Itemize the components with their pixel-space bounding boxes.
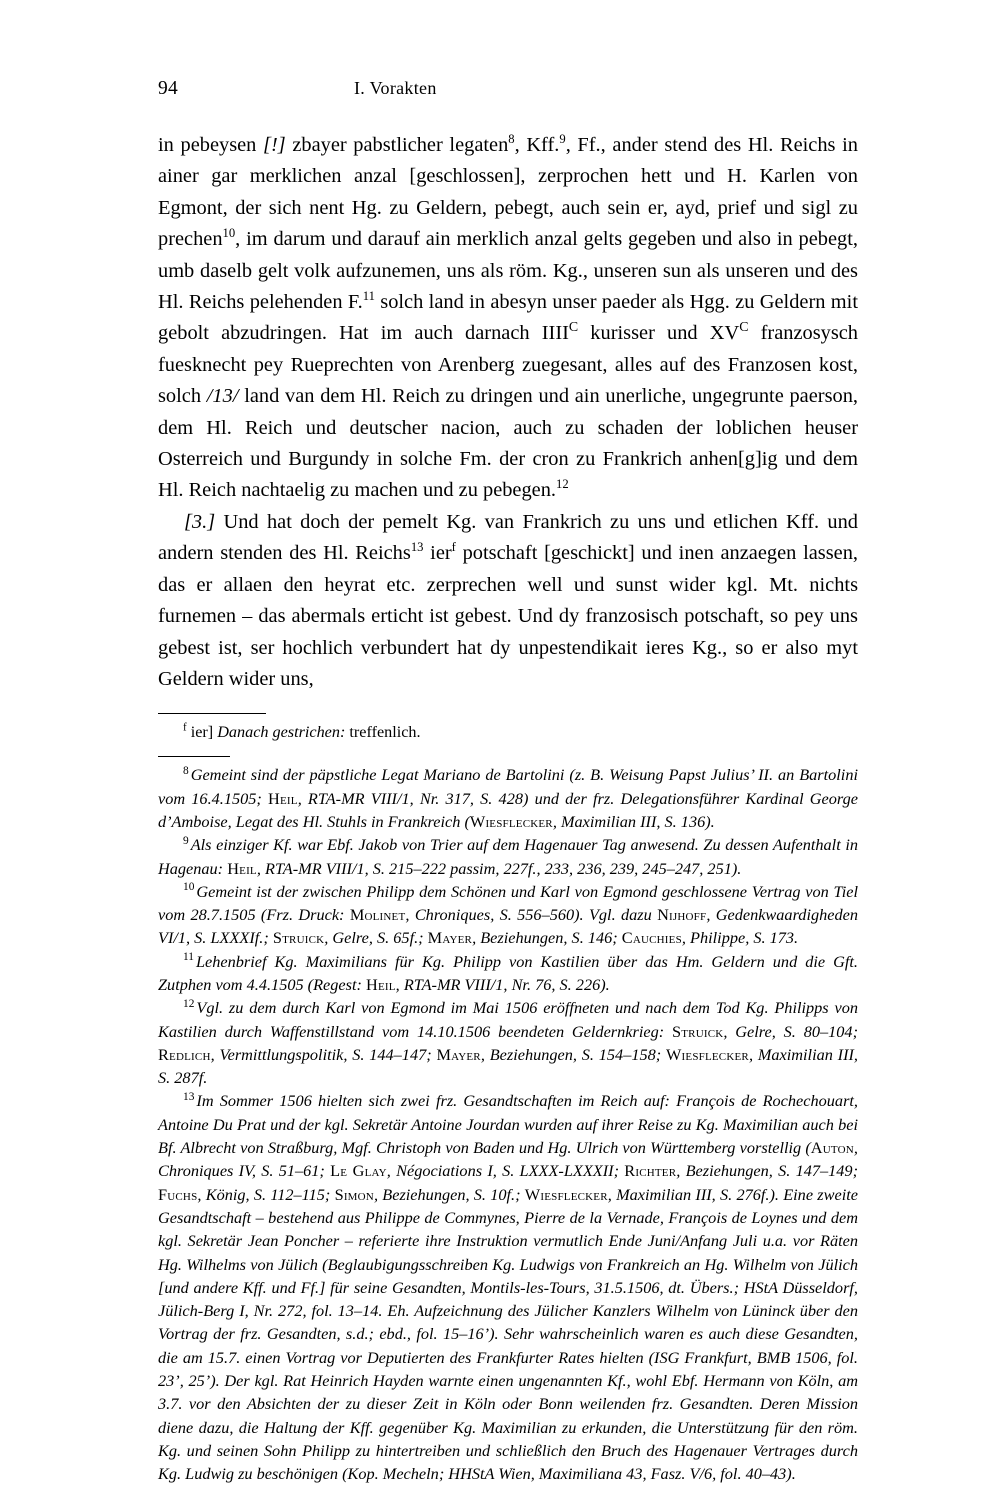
text-run: potschaft [geschickt] und inen anzaegen lassen, das er allaen den heyrat etc. zerprechen well und sunst wider kgl. Mt. nichts furnemen – das abermals erticht ist gebest. Und dy franzosisch potschaft, so pey uns gebest ist, ser hochlich verbundert hat dy unpestendikait ieres Kg., so er also myt Geldern wider uns, [158,542,858,690]
italic-text: , Maximilian III, S. 136). [552,811,715,831]
superscript-numeral-marker: C [568,320,579,336]
author-name: Heil [366,974,396,994]
author-name: Wiesflecker [524,1184,608,1204]
italic-text: Lehenbrief Kg. Maximilians für Kg. Philipp von Kastilien über das Hm. Geldern und die Gft. Zutphen vom 4.4.1505 (Regest: [158,951,858,994]
author-name: Heil [268,788,298,808]
italic-text: , Négociations I, S. LXXX-LXXXII; [386,1161,625,1181]
italic-text: , Gelre, S. 65f.; [324,928,428,948]
footnote-number: 13 [183,1091,195,1104]
footnote-number: 8 [183,764,189,777]
variant-sigil: f [183,721,187,734]
author-name: Wiesflecker [469,811,553,831]
author-name: Simon [334,1184,374,1204]
author-name: Fuchs [158,1184,198,1204]
italic-text: Im Sommer 1506 hielten sich zwei frz. Gesandtschaften im Reich auf: François de Rochechouart, Antoine Du Prat und der kgl. Sekretär Antoine Jourdan wurden auf ihrer Reise zu Kg. Maximilian auch bei Bf. Albrecht von Straßburg, Mgf. Christoph von Baden und Hg. Ulrich von Württemberg vorstellig ( [158,1091,858,1158]
italic-text: , Maximilian III, S. 287f. [158,1044,859,1088]
footnote-entry [158,1089,858,1485]
italic-text: , Beziehungen, S. 147–149; [676,1161,858,1181]
italic-text: , Chroniques, S. 556–560). Vgl. dazu [405,905,658,925]
text-run: solch land in abesyn unser paeder als Hgg. zu Geldern mit gebolt abzudringen. Hat im auch darnach IIII [158,291,858,345]
critical-apparatus [158,713,858,1485]
running-head [158,78,858,112]
italic-text: , Maximilian III, S. 276f.). Eine zweite Gesandtschaft – bestehend aus Philippe de Commynes, Pierre de la Vernade, François de Loynes und dem kgl. Sekretär Jean Poncher – referierte ihre Instruktion vermutlich Ende Juni/Anfang Juli u.a. vor Räten Hg. Wilhelms von Jülich (Beglaubigungsschreiben Kg. Ludwigs von Frankreich an Hg. Wilhelm von Jülich [und andere Kff. und Ff.] für seine Gesandten, Montils-les-Tours, 31.5.1506, dt. Übers.; HStA Düsseldorf, Jülich-Berg I, Nr. 272, fol. 13–14. Eh. Aufzeichnung des Jülicher Kanzlers Wilhelm von Lüninck über den Vortrag der frz. Gesandten, s.d.; ebd., fol. 15–16’). Sehr wahrscheinlich waren es auch diese Gesandten, die am 15.7. einen Vortrag vor Deputierten des Frankfurter Rates hielten (ISG Frankfurt, BMB 1506, fol. 23’, 25’). Der kgl. Rat Heinrich Hayden warnte einen ungenannten Kf., wohl Ebf. Hermann von Köln, am 3.7. vor den Absichten der zu dieser Zeit in Köln oder Bonn weilenden frz. Gesandten. Deren Mission diene dazu, die Haltung der Kff. gegenüber Kg. Maximilian zu erkunden, die Unterstützung für den röm. Kg. und seinen Sohn Philipp zu hintertreiben und schließlich den Bruch des Hagenauer Vertrages durch Kg. Ludwig zu beschönigen (Kop. Mecheln; HHStA Wien, Maximiliana 43, Fasz. V/6, fol. 40–43). [158,1184,858,1484]
italic-text: Als einziger Kf. war Ebf. Jakob von Trier auf dem Hagenauer Tag anwesend. Zu dessen Aufenthalt in Hagenau: [158,835,858,878]
italic-text: , Gelre, S. 80–104; [723,1021,858,1041]
text-run: franzosysch fuesknecht pey Rueprechten von Arenberg zuegesant, alles auf des Franzosen kost, solch [158,322,859,408]
author-name: Struick [272,928,325,948]
footnote-entry [158,880,858,950]
author-name: Richter [624,1161,677,1181]
footnote-reference[interactable]: 8 [508,132,515,147]
italic-text: Gemeint sind der päpstliche Legat Mariano de Bartolini (z. B. Weisung Papst Julius’ II. an Bartolini vom 16.4.1505; [158,765,858,808]
text-run: kurisser und XV [578,322,740,345]
text-run: , im darum und darauf ain merklich anzal gelts gegeben und also in pebegt, umb daselb gelt volk aufzunemen, uns als röm. Kg., unseren sun als unseren und des Hl. Reichs pelehenden F. [158,228,858,314]
footnote-list [158,763,858,1485]
italic-text: , Beziehungen, S. 10f.; [373,1184,525,1204]
variant-apparatus-rule [158,713,266,714]
text-run: , Ff., ander stend des Hl. Reichs in ainer gar merklichen anzal [geschlossen], zerprochen hett und H. Karlen von Egmont, der sich nent Hg. zu Geldern, pebegt, auch sein er, ayd, prief und sigl zu prechen [158,134,858,251]
footnote-reference[interactable]: 9 [559,132,566,147]
body-paragraph [158,507,858,695]
italic-text: , Beziehungen, S. 154–158; [480,1044,666,1064]
variant-apparatus [158,721,858,744]
running-title: I. Vorakten [354,78,437,98]
italic-text: , RTA-MR VIII/1, S. 215–222 passim, 227f., 233, 236, 239, 245–247, 251). [256,858,742,878]
italic-text: Gemeint ist der zwischen Philipp dem Schönen und Karl von Egmond geschlossene Vertrag von Tiel vom 28.7.1505 (Frz. Druck: [158,881,858,925]
text-run: treffenlich. [345,723,421,742]
footnote-number: 10 [183,881,195,894]
footnote-rule [158,756,230,757]
body-text [158,130,858,695]
author-name: Molinet [349,905,406,925]
author-name: Struick [671,1021,724,1041]
author-name: Auton [810,1138,854,1158]
italic-text: Danach gestrichen: [213,723,346,742]
author-name: Nijhoff [657,905,707,925]
body-paragraph [158,130,858,507]
footnote-number: 12 [183,997,195,1010]
text-run: zbayer pabstlicher legaten [285,134,509,156]
author-name: Heil [227,858,257,878]
text-run: in pebeysen [158,134,264,156]
italic-text: [3.] [184,510,216,533]
page-number: 94 [158,78,178,99]
author-name: Le Glay [330,1161,387,1181]
italic-text: , Gedenkwaardigheden VI/1, S. LXXXIf.; [158,905,858,948]
text-run: land van dem Hl. Reich zu dringen und ain unerliche, ungegrunte paerson, dem Hl. Reich und deutscher nacion, auch zu schaden der loblichen heuser Osterreich und Burgundy in solche Fm. der cron zu Frankrich anhen[g]ig und dem Hl. Reich nachtaelig zu machen und zu pebegen. [158,385,858,502]
italic-text: , König, S. 112–115; [197,1184,335,1204]
footnote-reference[interactable]: f [451,540,456,555]
italic-text: , Vermittlungspolitik, S. 144–147; [210,1044,437,1064]
author-name: Mayer [436,1044,481,1064]
author-name: Wiesflecker [665,1044,749,1064]
superscript-numeral-marker: C [739,320,749,336]
author-name: Redlich [158,1044,211,1064]
footnote-entry [158,763,858,833]
footnote-number: 9 [183,834,189,847]
footnote-entry [158,996,858,1089]
italic-text: [!] [263,134,286,156]
italic-text: , RTA-MR VIII/1, Nr. 76, S. 226). [395,974,610,994]
text-run: ier] [190,723,214,742]
footnote-reference[interactable]: 11 [362,289,375,304]
footnote-entry [158,950,858,997]
text-run: Und hat doch der pemelt Kg. van Frankrich zu uns und etlichen Kff. und andern stenden des Hl. Reichs [158,510,858,565]
italic-text: , Chroniques IV, S. 51–61; [158,1138,858,1181]
italic-text: , RTA-MR VIII/1, Nr. 317, S. 428) und der frz. Delegationsführer Kardinal George d’Amboise, Legat des Hl. Stuhls in Frankreich ( [158,788,859,831]
text-run: ier [423,542,452,565]
footnote-reference[interactable]: 12 [556,477,569,492]
variant-entry [158,721,858,744]
italic-text: Vgl. zu dem durch Karl von Egmond im Mai 1506 eröffneten und nach dem Tod Kg. Philipps von Kastilien durch Waffenstillstand vom 14.10.1506 beendeten Geldernkrieg: [158,998,858,1041]
italic-text: /13/ [206,385,239,408]
italic-text: , Beziehungen, S. 146; [472,928,622,948]
footnote-reference[interactable]: 10 [222,226,236,241]
footnote-reference[interactable]: 13 [410,540,424,555]
text-run: , Kff. [514,134,560,156]
footnote-entry [158,833,858,880]
author-name: Mayer [427,928,473,948]
footnote-number: 11 [183,951,194,964]
italic-text: , Philippe, S. 173. [681,928,799,948]
author-name: Cauchies [621,928,682,948]
